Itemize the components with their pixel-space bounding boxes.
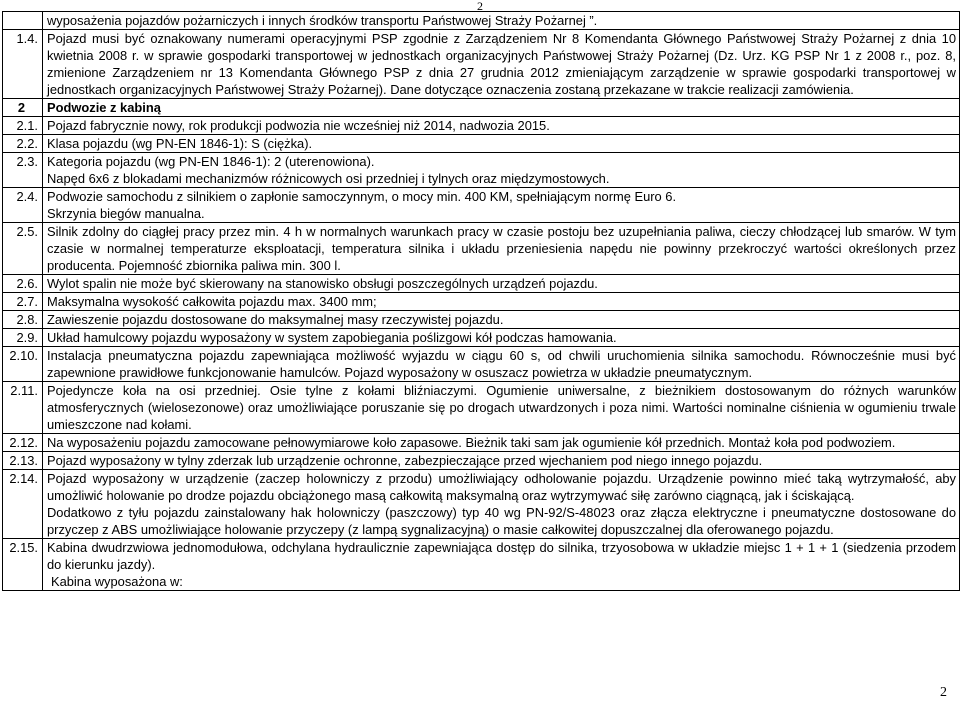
table-row <box>3 223 960 275</box>
row-number: 2.7. <box>3 293 43 311</box>
row-number: 2.2. <box>3 135 43 153</box>
table-row <box>3 382 960 434</box>
table-row <box>3 434 960 452</box>
table-row <box>3 347 960 382</box>
row-number: 2.6. <box>3 275 43 293</box>
page-number-top: 2 <box>477 0 483 13</box>
row-number: 2.11. <box>3 382 43 434</box>
row-number: 2.14. <box>3 470 43 539</box>
row-text: Klasa pojazdu (wg PN-EN 1846-1): S (ciężka). <box>43 135 960 153</box>
section-number: 2 <box>3 99 43 117</box>
table-row <box>3 293 960 311</box>
row-text: Zawieszenie pojazdu dostosowane do maksymalnej masy rzeczywistej pojazdu. <box>43 311 960 329</box>
row-text: wyposażenia pojazdów pożarniczych i innych środków transportu Państwowej Straży Pożarnej ”. <box>43 12 960 30</box>
row-number <box>3 12 43 30</box>
row-number: 2.13. <box>3 452 43 470</box>
row-text: Podwozie samochodu z silnikiem o zapłonie samoczynnym, o mocy min. 400 KM, spełniającym normę Euro 6. Skrzynia biegów manualna. <box>43 188 960 223</box>
row-text: Układ hamulcowy pojazdu wyposażony w system zapobiegania poślizgowi kół podczas hamowania. <box>43 329 960 347</box>
row-text: Pojazd fabrycznie nowy, rok produkcji podwozia nie wcześniej niż 2014, nadwozia 2015. <box>43 117 960 135</box>
row-number: 2.3. <box>3 153 43 188</box>
row-text: Kabina dwudrzwiowa jednomodułowa, odchylana hydraulicznie zapewniająca dostęp do silnika, trzyosobowa w układzie miejsc 1 + 1 + 1 (siedzenia przodem do kierunku jazdy). Kabina wyposażona w: <box>43 539 960 591</box>
row-number: 1.4. <box>3 30 43 99</box>
row-text: Maksymalna wysokość całkowita pojazdu max. 3400 mm; <box>43 293 960 311</box>
table-row <box>3 329 960 347</box>
page-number-bottom: 2 <box>940 685 947 700</box>
row-number: 2.12. <box>3 434 43 452</box>
row-number: 2.4. <box>3 188 43 223</box>
table-row <box>3 12 960 30</box>
row-number: 2.9. <box>3 329 43 347</box>
row-number: 2.1. <box>3 117 43 135</box>
table-row <box>3 275 960 293</box>
table-row <box>3 188 960 223</box>
table-row <box>3 539 960 591</box>
row-text: Pojazd wyposażony w tylny zderzak lub urządzenie ochronne, zabezpieczające przed wjechaniem pod niego innego pojazdu. <box>43 452 960 470</box>
table-row <box>3 470 960 539</box>
specification-table <box>2 11 960 591</box>
table-row <box>3 153 960 188</box>
row-text: Pojazd wyposażony w urządzenie (zaczep holowniczy z przodu) umożliwiający odholowanie pojazdu. Urządzenie powinno mieć taką wytrzymałość, aby umożliwić holowanie po drodze pojazdu obciążonego masą całkowitą maksymalną oraz wytrzymywać siłę zarówno ciągnącą, jak i ściskającą. Dodatkowo z tyłu pojazdu zainstalowany hak holowniczy (paszczowy) typ 40 wg PN-92/S-48023 oraz złącza elektryczne i pneumatyczne dostosowane do przyczep z ABS umożliwiające holowanie przyczepy (z lampą sygnalizacyjną) o masie całkowitej dopuszczalnej dla oferowanego pojazdu. <box>43 470 960 539</box>
row-text: Silnik zdolny do ciągłej pracy przez min. 4 h w normalnych warunkach pracy w czasie postoju bez uzupełniania paliwa, cieczy chłodzącej lub smarów. W tym czasie w normalnej temperaturze eksploatacji, temperatura silnika i układu przeniesienia napędu nie powinny przekroczyć wartości określonych przez producenta. Pojemność zbiornika paliwa min. 300 l. <box>43 223 960 275</box>
row-text: Na wyposażeniu pojazdu zamocowane pełnowymiarowe koło zapasowe. Bieżnik taki sam jak ogumienie kół przednich. Montaż koła pod podwoziem. <box>43 434 960 452</box>
row-text: Wylot spalin nie może być skierowany na stanowisko obsługi poszczególnych urządzeń pojazdu. <box>43 275 960 293</box>
section-title: Podwozie z kabiną <box>43 99 960 117</box>
row-number: 2.5. <box>3 223 43 275</box>
table-row <box>3 30 960 99</box>
table-row <box>3 452 960 470</box>
row-text: Instalacja pneumatyczna pojazdu zapewniająca możliwość wyjazdu w ciągu 60 s, od chwili uruchomienia silnika samochodu. Równocześnie musi być zapewnione prawidłowe funkcjonowanie hamulców. Pojazd wyposażony w osuszacz powietrza w układzie pneumatycznym. <box>43 347 960 382</box>
table-row <box>3 135 960 153</box>
table-row <box>3 311 960 329</box>
row-number: 2.8. <box>3 311 43 329</box>
row-text: Pojedyncze koła na osi przedniej. Osie tylne z kołami bliźniaczymi. Ogumienie uniwersalne, z bieżnikiem dostosowanym do różnych warunków atmosferycznych (wielosezonowe) oraz umożliwiające poruszanie się po drogach utwardzonych i poza nimi. Wartości nominalne ciśnienia w ogumieniu trwale umieszczone nad kołami. <box>43 382 960 434</box>
row-number: 2.10. <box>3 347 43 382</box>
section-heading-row <box>3 99 960 117</box>
table-row <box>3 117 960 135</box>
row-number: 2.15. <box>3 539 43 591</box>
row-text: Pojazd musi być oznakowany numerami operacyjnymi PSP zgodnie z Zarządzeniem Nr 8 Komendanta Głównego Państwowej Straży Pożarnej z dnia 10 kwietnia 2008 r. w sprawie gospodarki transportowej w jednostkach organizacyjnych Państwowej Straży Pożarnej (Dz. Urz. KG PSP Nr 1 z 2008 r., poz. 8, zmienione Zarządzeniem nr 13 Komendanta Głównego PSP z dnia 27 grudnia 2012 zmieniającym zarządzenie w sprawie gospodarki transportowej w jednostkach organizacyjnych Państwowej Straży Pożarnej). Dane dotyczące oznaczenia zostaną przekazane w trakcie realizacji zamówienia. <box>43 30 960 99</box>
row-text: Kategoria pojazdu (wg PN-EN 1846-1): 2 (uterenowiona). Napęd 6x6 z blokadami mechanizmów różnicowych osi przedniej i tylnych oraz międzymostowych. <box>43 153 960 188</box>
